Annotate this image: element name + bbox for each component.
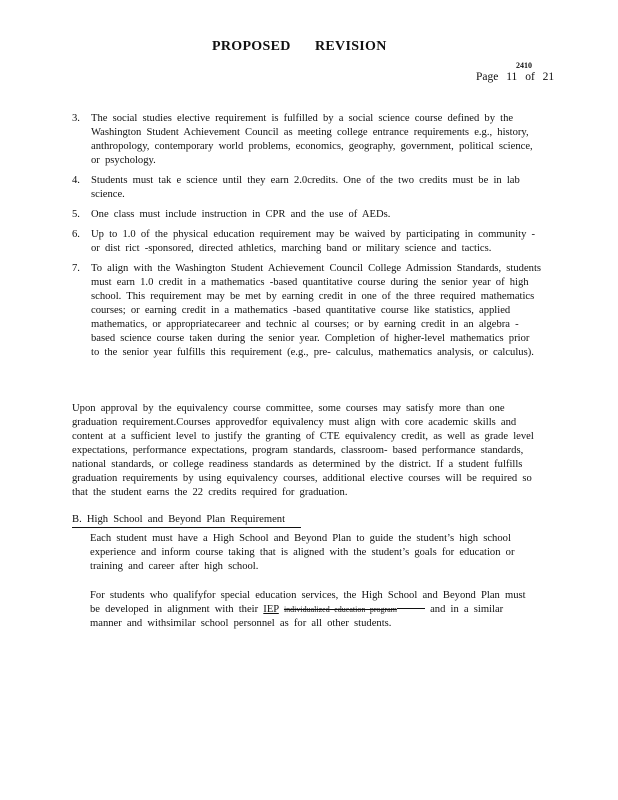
hsbp-paragraph-1: Each student must have a High School and Beyond Plan to guide the student’s high school experience and inform course taking that is aligned with the student’s goals for education or training and career after high school. (90, 533, 515, 572)
paragraph-text: For students who qualifyfor special education services, the High School and Beyond Plan must be developed in alignment with their (90, 590, 526, 615)
list-item-text: Up to 1.0 of the physical education requirement may be waived by participating in community - or dist rict -sponsored, directed athletics, marching band or military science and tactics. (91, 229, 536, 254)
list-item (72, 112, 542, 168)
list-item-text: Students must tak e science until they earn 2.0credits. One of the two credits must be in lab science. (91, 175, 520, 200)
list-item-text: To align with the Washington Student Achievement Council College Admission Standards, students must earn 1.0 credit in a mathematics -based quantitative course during the senior year of high school. This requirement may be met by earning credit in one of the three required mathematics courses; or earning credit in a mathematics -based quantitative course like statistics, applied mathematics, or appropriatecareer and technic al courses; or by earning credit in an algebra -based science course taken during the senior year. Completion of higher-level mathematics prior to the senior year fulfills this requirement (e.g., pre- calculus, mathematics analysis, or calculus). (91, 263, 542, 358)
list-item-number: 4. (72, 175, 80, 186)
inserted-text: IEP (263, 604, 279, 615)
page-current: 11 (506, 71, 518, 83)
equivalency-paragraph: Upon approval by the equivalency course committee, some courses may satisfy more than one graduation requirement.Courses approvedfor equivalency must align with core academic skills and content at a sufficient level to justify the granting of CTE equivalency credit, as well as grade level expectations, performance expectations, program standards, classroom- based performance standards, national standards, or college readiness standards as determined by the district. If a student fulfills graduation requirements by using equivalency courses, additional elective courses will be required so that the student earns the 22 credits required for graduation. (72, 403, 534, 498)
section-b-label: B. High School and Beyond Plan Requirement (72, 513, 301, 528)
title-word-revision: REVISION (315, 39, 387, 54)
page-of: of (525, 71, 535, 83)
page-number (476, 71, 557, 83)
list-item (72, 262, 542, 360)
paragraph-text: and in a similar manner and withsimilar school personnel as for all other students. (90, 604, 504, 629)
list-item-number: 5. (72, 209, 80, 220)
list-item-number: 6. (72, 229, 80, 240)
page-label: Page (476, 71, 499, 83)
list-item-text: The social studies elective requirement is fulfilled by a social science course defined by the Washington Student Achievement Council as meeting college entrance requirements e.g., history, anthropology, contemporary world problems, economics, geography, government, political science, or psychology. (91, 113, 533, 166)
list-item-number: 7. (72, 263, 80, 274)
title-word-proposed: PROPOSED (212, 39, 291, 54)
struck-text: individualized education program (283, 605, 397, 614)
strike-line (397, 608, 425, 609)
list-item (72, 208, 542, 222)
policy-code: 2410 (516, 61, 532, 70)
list-item (72, 228, 542, 256)
hsbp-paragraph-2 (90, 589, 540, 631)
list-item-text: One class must include instruction in CPR and the use of AEDs. (91, 209, 391, 220)
page-total: 21 (542, 71, 555, 83)
list-item-number: 3. (72, 113, 80, 124)
requirements-list (72, 112, 542, 366)
section-b-heading (72, 513, 542, 528)
list-item (72, 174, 542, 202)
